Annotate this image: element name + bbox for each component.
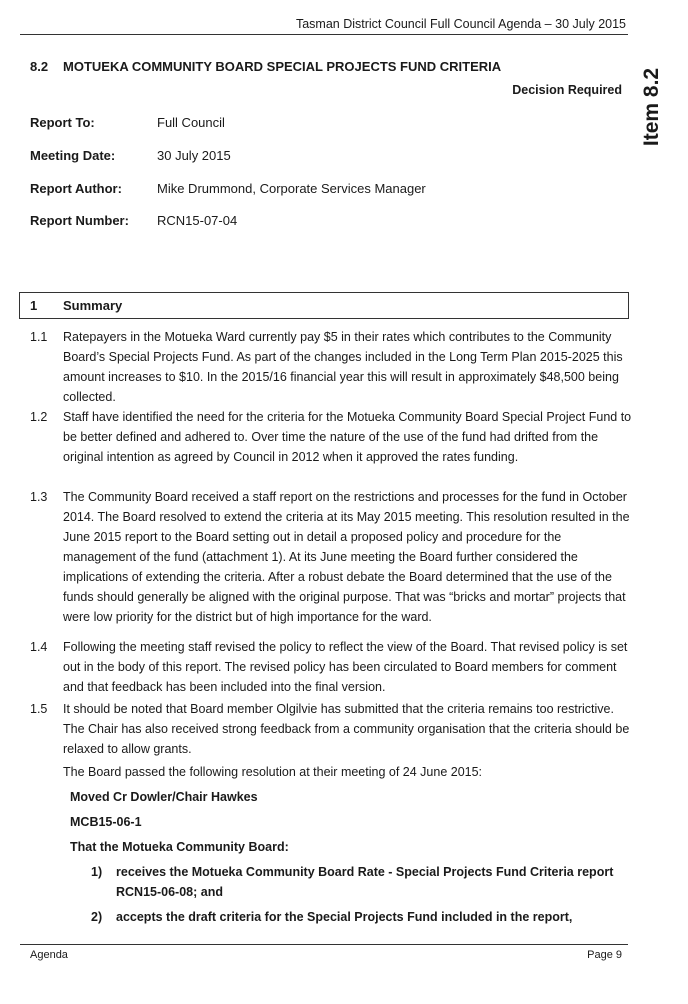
section-number: 8.2 xyxy=(30,59,49,74)
decision-label: Decision Required xyxy=(512,83,622,97)
report-author-label: Report Author: xyxy=(30,181,122,196)
resolution-id: MCB15-06-1 xyxy=(70,815,142,829)
report-number-value: RCN15-07-04 xyxy=(157,213,238,228)
item-tab xyxy=(632,62,672,152)
footer-divider xyxy=(20,944,628,945)
report-to-label: Report To: xyxy=(30,115,95,130)
header-divider xyxy=(20,34,628,35)
paragraph-number: 1.2 xyxy=(30,410,48,424)
summary-heading-box xyxy=(19,292,629,319)
paragraph-number: 1.1 xyxy=(30,330,48,344)
paragraph-number: 1.5 xyxy=(30,702,48,716)
footer-left: Agenda xyxy=(30,949,68,961)
report-number-label: Report Number: xyxy=(30,213,129,228)
paragraph-1-2: Staff have identified the need for the criteria for the Motueka Community Board Special Project Fund to be better defined and adhered to. Over time the nature of the use of the fund had drifted from the original intention as agreed by Council in 2012 when it approved the rates funding. xyxy=(63,410,632,464)
report-to-value: Full Council xyxy=(157,115,225,130)
resolution-that: That the Motueka Community Board: xyxy=(70,840,289,854)
paragraph-number: 1.4 xyxy=(30,640,48,654)
meeting-date-value: 30 July 2015 xyxy=(157,148,231,163)
paragraph-1-5: It should be noted that Board member Olgilvie has submitted that the criteria remains too restrictive. The Chair has also received strong feedback from a community organisation that the criteria should be relaxed to allow grants. xyxy=(63,702,630,756)
paragraph-1-4: Following the meeting staff revised the policy to reflect the view of the Board. That revised policy is set out in the body of this report. The revised policy has been circulated to Board members for comment and that feedback has been included into the final version. xyxy=(63,640,628,694)
resolution-item-number: 1) xyxy=(91,865,103,879)
resolution-item: accepts the draft criteria for the Special Projects Fund included in the report, xyxy=(116,910,573,924)
meeting-date-label: Meeting Date: xyxy=(30,148,116,163)
report-author-value: Mike Drummond, Corporate Services Manager xyxy=(157,181,426,196)
summary-number: 1 xyxy=(30,298,38,313)
resolution-moved: Moved Cr Dowler/Chair Hawkes xyxy=(70,790,258,804)
resolution-intro: The Board passed the following resolution at their meeting of 24 June 2015: xyxy=(63,765,483,779)
running-header: Tasman District Council Full Council Agenda – 30 July 2015 xyxy=(295,17,626,31)
page-number: Page 9 xyxy=(587,949,622,961)
paragraph-1-3: The Community Board received a staff report on the restrictions and processes for the fund in October 2014. The Board resolved to extend the criteria at its May 2015 meeting. This resolution resulted in the June 2015 report to the Board setting out in detail a proposed policy and procedure for the management of the fund (attachment 1). At its June meeting the Board further considered the implications of extending the criteria. After a robust debate the Board determined that the use of the funds should generally be aligned with the original purpose. That was “bricks and mortar” projects that were low priority for the district but of high importance for the ward. xyxy=(63,490,630,624)
paragraph-number: 1.3 xyxy=(30,490,48,504)
summary-title: Summary xyxy=(63,298,123,313)
paragraph-1-1: Ratepayers in the Motueka Ward currently pay $5 in their rates which contributes to the Community Board’s Special Projects Fund. As part of the changes included in the Long Term Plan 2015-2025 this amount increases to $10. In the 2015/16 financial year this will result in approximately $48,500 being collected. xyxy=(63,330,623,404)
item-tab-label: Item 8.2 xyxy=(640,67,663,147)
section-title: MOTUEKA COMMUNITY BOARD SPECIAL PROJECTS FUND CRITERIA xyxy=(63,59,502,74)
resolution-item: receives the Motueka Community Board Rate - Special Projects Fund Criteria report RCN15-06-08; and xyxy=(116,865,614,899)
resolution-item-number: 2) xyxy=(91,910,103,924)
